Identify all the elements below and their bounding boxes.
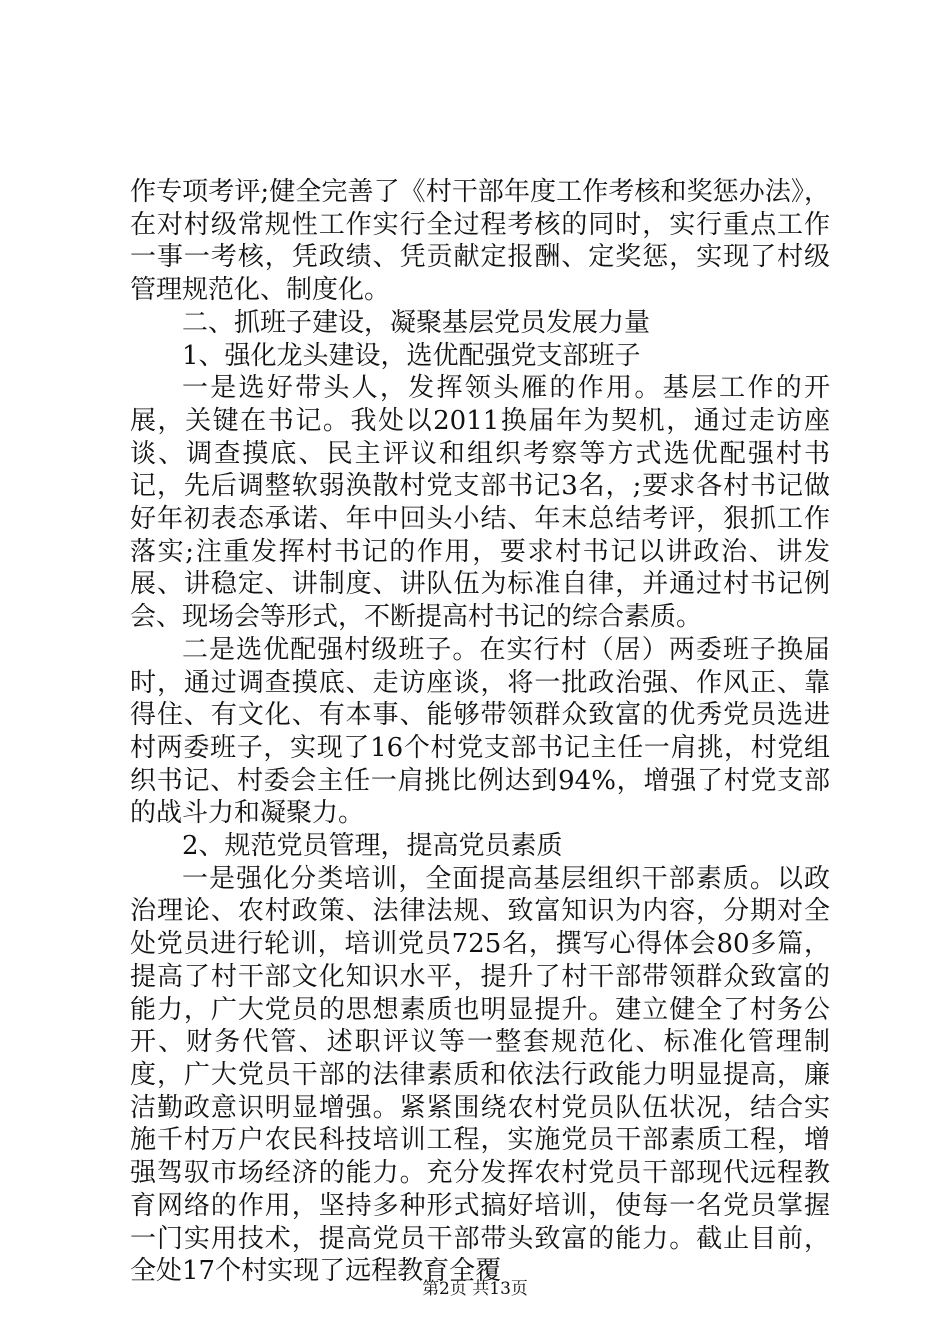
- section-heading-2: 二、抓班子建设，凝聚基层党员发展力量: [182, 307, 651, 338]
- document-body: [130, 176, 830, 1288]
- paragraph-continuation: 作专项考评;健全完善了《村干部年度工作考核和奖惩办法》，在对村级常规性工作实行全过程考核的同时，实行重点工作一事一考核，凭政绩、凭贡献定报酬、定奖惩，实现了村级管理规范化、制度化。: [130, 177, 830, 306]
- paragraph-team-selection: 二是选优配强村级班子。在实行村（居）两委班子换届时，通过调查摸底、走访座谈，将一批政治强、作风正、靠得住、有文化、有本事、能够带领群众致富的优秀党员选进村两委班子，实现了16个村党支部书记主任一肩挑，村党组织书记、村委会主任一肩挑比例达到94%，增强了村党支部的战斗力和凝聚力。: [130, 634, 830, 829]
- page-footer: 第2页 共13页: [422, 1279, 528, 1299]
- subsection-heading-1: 1、强化龙头建设，选优配强党支部班子: [182, 340, 641, 371]
- subsection-heading-2: 2、规范党员管理，提高党员素质: [182, 831, 563, 862]
- paragraph-training: 一是强化分类培训，全面提高基层组织干部素质。以政治理论、农村政策、法律法规、致富知识为内容，分期对全处党员进行轮训，培训党员725名，撰写心得体会80多篇，提高了村干部文化知识水平，提升了村干部带领群众致富的能力，广大党员的思想素质也明显提升。建立健全了村务公开、财务代管、述职评议等一整套规范化、标准化管理制度，广大党员干部的法律素质和依法行政能力明显提高，廉洁勤政意识明显增强。紧紧围绕农村党员队伍状况，结合实施千村万户农民科技培训工程，实施党员干部素质工程，增强驾驭市场经济的能力。充分发挥农村党员干部现代远程教育网络的作用，坚持多种形式搞好培训，使每一名党员掌握一门实用技术，提高党员干部带头致富的能力。截止目前，全处17个村实现了远程教育全覆: [130, 863, 830, 1287]
- paragraph-leader-selection: 一是选好带头人，发挥领头雁的作用。基层工作的开展，关键在书记。我处以2011换届年为契机，通过走访座谈、调查摸底、民主评议和组织考察等方式选优配强村书记，先后调整软弱涣散村党支部书记3名，;要求各村书记做好年初表态承诺、年中回头小结、年末总结考评，狠抓工作落实;注重发挥村书记的作用，要求村书记以讲政治、讲发展、讲稳定、讲制度、讲队伍为标准自律，并通过村书记例会、现场会等形式，不断提高村书记的综合素质。: [130, 373, 830, 633]
